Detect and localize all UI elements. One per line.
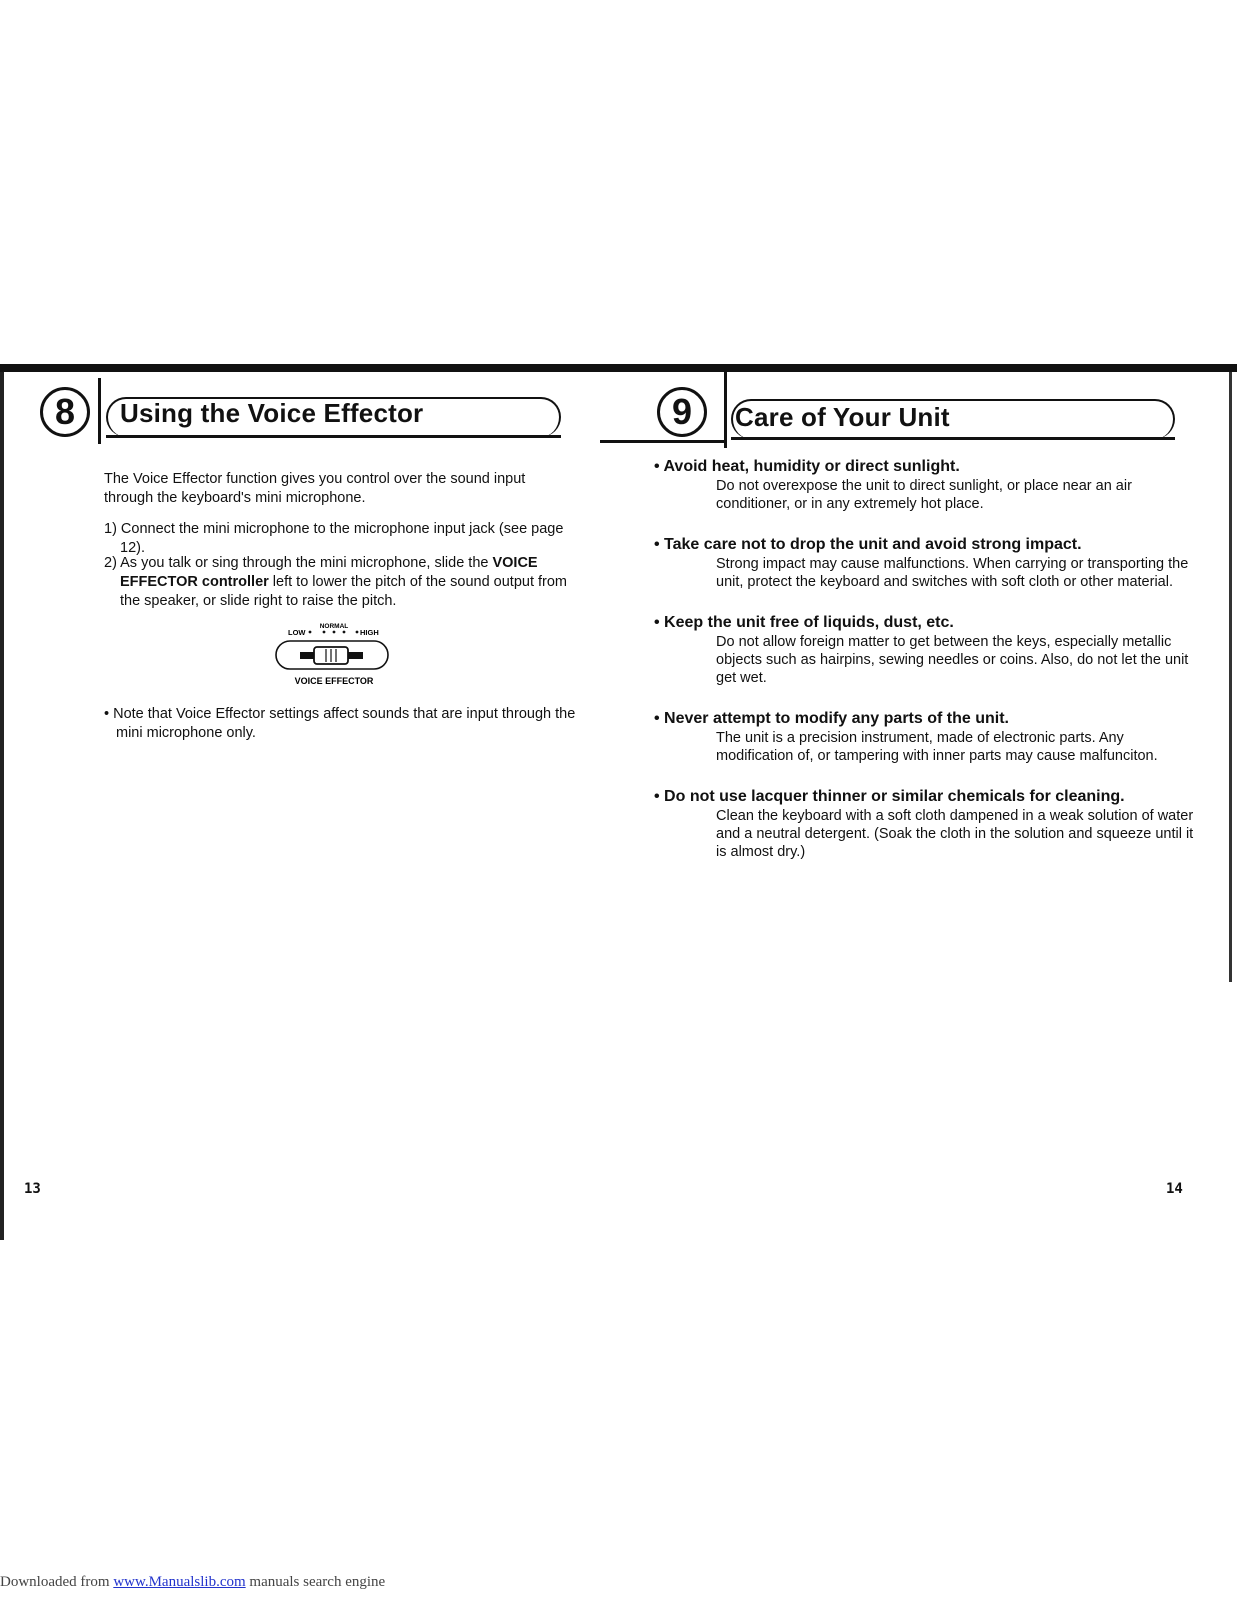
slider-left-stub: [300, 652, 315, 659]
care-item-heading: • Avoid heat, humidity or direct sunlight.: [654, 458, 960, 475]
care-item-body: Strong impact may cause malfunctions. When carrying or transporting the unit, protect the keyboard and switches with soft cloth or other material.: [716, 556, 1189, 590]
care-item: [654, 787, 1194, 861]
voice-effector-caption: VOICE EFFECTOR: [294, 676, 374, 686]
detent-dot: [309, 631, 312, 634]
note-paragraph: • Note that Voice Effector settings affect sounds that are input through the mini microphone only.: [104, 706, 576, 741]
heading-underline: [731, 437, 1175, 440]
care-item: [654, 613, 1194, 687]
high-label: HIGH: [360, 628, 379, 637]
download-footer: Downloaded from www.Manualslib.com manuals search engine: [0, 1574, 386, 1590]
care-item-body: Do not allow foreign matter to get between the keys, especially metallic objects such as hairpins, sewing needles or coins. Also, do not let the unit get wet.: [716, 634, 1189, 686]
care-item-heading: • Never attempt to modify any parts of the unit.: [654, 710, 1009, 727]
page-number-left: 13: [24, 1181, 41, 1197]
section-number-badge: 9: [657, 387, 707, 437]
care-list: [654, 457, 1194, 861]
detent-dot: [343, 631, 346, 634]
heading-divider: [98, 378, 101, 444]
right-heading-leadin-rule: [600, 440, 724, 443]
section-title: Using the Voice Effector: [120, 398, 424, 428]
care-item-body: The unit is a precision instrument, made of electronic parts. Any modification of, or tampering with inner parts may cause malfunciton.: [716, 730, 1158, 764]
slider-right-stub: [348, 652, 363, 659]
care-item: [654, 457, 1194, 513]
detent-dot: [333, 631, 336, 634]
care-item-body: Do not overexpose the unit to direct sunlight, or place near an air conditioner, or in any extremely hot place.: [716, 478, 1132, 512]
care-item-heading: • Take care not to drop the unit and avoid strong impact.: [654, 536, 1082, 553]
section-title: Care of Your Unit: [735, 402, 950, 432]
voice-effector-slider-illustration: [270, 620, 400, 692]
care-item-heading: • Keep the unit free of liquids, dust, etc.: [654, 614, 954, 631]
step-2: 2) As you talk or sing through the mini microphone, slide the VOICE EFFECTOR controller left to lower the pitch of the sound output from the speaker, or slide right to raise the pitch.: [104, 555, 568, 609]
page-number-right: 14: [1166, 1181, 1183, 1197]
voice-effector-diagram: [270, 620, 400, 692]
manualslib-link[interactable]: www.Manualslib.com: [113, 1574, 246, 1590]
care-item-body: Clean the keyboard with a soft cloth dampened in a weak solution of water and a neutral detergent. (Soak the cloth in the solution and squeeze until it is almost dry.): [716, 808, 1194, 860]
care-item: [654, 535, 1194, 591]
left-margin-rule: [0, 372, 4, 1240]
section-number-badge: 8: [40, 387, 90, 437]
intro-paragraph: The Voice Effector function gives you control over the sound input through the keyboard's mini microphone.: [104, 471, 526, 506]
right-margin-rule: [1229, 372, 1232, 982]
care-item: [654, 709, 1194, 765]
top-rule: [0, 364, 1237, 372]
heading-divider: [724, 370, 727, 448]
normal-label: NORMAL: [319, 623, 349, 630]
care-item-heading: • Do not use lacquer thinner or similar chemicals for cleaning.: [654, 788, 1125, 805]
low-label: LOW: [288, 628, 306, 637]
heading-underline: [106, 435, 561, 438]
step-1: 1) Connect the mini microphone to the microphone input jack (see page 12).: [104, 521, 564, 556]
voice-effector-control-name: VOICE EFFECTOR controller: [120, 555, 538, 590]
detent-dot: [356, 631, 359, 634]
detent-dot: [323, 631, 326, 634]
